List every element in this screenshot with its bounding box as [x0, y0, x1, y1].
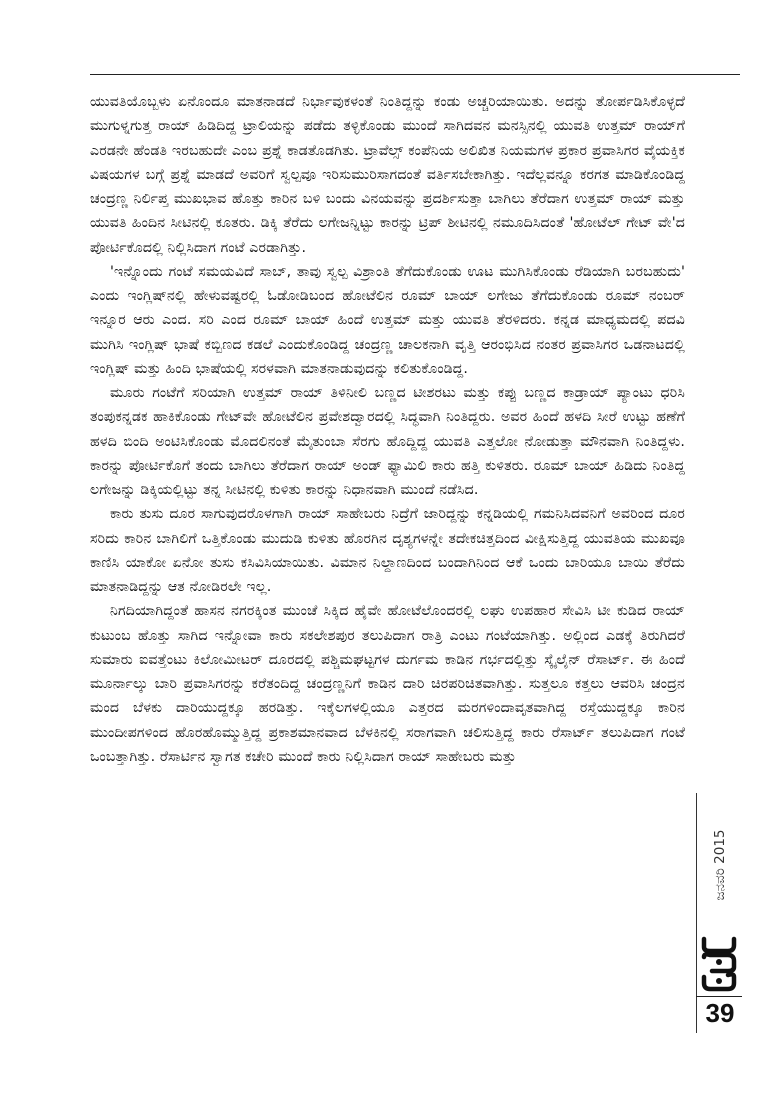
paragraph: 'ಇನ್ನೊಂದು ಗಂಟೆ ಸಮಯವಿದೆ ಸಾಬ್, ತಾವು ಸ್ವಲ್ಪ ವಿಶ್ರಾಂತಿ ತೆಗೆದುಕೊಂಡು ಊಟ ಮುಗಿಸಿಕೊಂಡು ರೆಡಿಯಾಗಿ ಬರಬಹುದು' ಎಂದು ಇಂಗ್ಲಿಷ್‌ನಲ್ಲಿ ಹೇಳುವಷ್ಟರಲ್ಲಿ ಓಡೋಡಿಬಂದ ಹೋಟೆಲಿನ ರೂಮ್ ಬಾಯ್ ಲಗೇಜು ತೆಗೆದುಕೊಂಡು ರೂಮ್ ನಂಬರ್ ಇನ್ನೂರ ಆರು ಎಂದ. ಸರಿ ಎಂದ ರೂಮ್ ಬಾಯ್ ಹಿಂದೆ ಉತ್ತಮ್ ಮತ್ತು ಯುವತಿ ತೆರಳಿದರು. ಕನ್ನಡ ಮಾಧ್ಯಮದಲ್ಲಿ ಪದವಿ ಮುಗಿಸಿ ಇಂಗ್ಲಿಷ್ ಭಾಷೆ ಕಬ್ಬಿಣದ ಕಡಲೆ ಎಂದುಕೊಂಡಿದ್ದ ಚಂದ್ರಣ್ಣ ಚಾಲಕನಾಗಿ ವೃತ್ತಿ ಆರಂಭಿಸಿದ ನಂತರ ಪ್ರವಾಸಿಗರ ಒಡನಾಟದಲ್ಲಿ ಇಂಗ್ಲಿಷ್ ಮತ್ತು ಹಿಂದಿ ಭಾಷೆಯಲ್ಲಿ ಸರಳವಾಗಿ ಮಾತನಾಡುವುದನ್ನು ಕಲಿತುಕೊಂಡಿದ್ದ.	[90, 263, 685, 377]
paragraph: ಯುವತಿಯೊಬ್ಬಳು ಏನೊಂದೂ ಮಾತನಾಡದೆ ನಿರ್ಭಾವುಕಳಂತೆ ನಿಂತಿದ್ದನ್ನು ಕಂಡು ಅಚ್ಚರಿಯಾಯಿತು. ಅದನ್ನು ತೋರ್ಪಡಿಸಿಕೊಳ್ಳದೆ ಮುಗುಳ್ನಗುತ್ತ ರಾಯ್ ಹಿಡಿದಿದ್ದ ಟ್ರಾಲಿಯನ್ನು ಪಡೆದು ತಳ್ಳಿಕೊಂಡು ಮುಂದೆ ಸಾಗಿದವನ ಮನಸ್ಸಿನಲ್ಲಿ ಯುವತಿ ಉತ್ತಮ್ ರಾಯ್‌ಗೆ ಎರಡನೇ ಹೆಂಡತಿ ಇರಬಹುದೇ ಎಂಬ ಪ್ರಶ್ನೆ ಕಾಡತೊಡಗಿತು. ಟ್ರಾವೆಲ್ಸ್ ಕಂಪೆನಿಯ ಅಲಿಖಿತ ನಿಯಮಗಳ ಪ್ರಕಾರ ಪ್ರವಾಸಿಗರ ವೈಯಕ್ತಿಕ ವಿಷಯಗಳ ಬಗ್ಗೆ ಪ್ರಶ್ನೆ ಮಾಡದೆ ಅವರಿಗೆ ಸ್ವಲ್ಪವೂ ಇರಿಸುಮುರಿಸಾಗದಂತೆ ವರ್ತಿಸಬೇಕಾಗಿತ್ತು. ಇದೆಲ್ಲವನ್ನೂ ಕರಗತ ಮಾಡಿಕೊಂಡಿದ್ದ ಚಂದ್ರಣ್ಣ ನಿರ್ಲಿಪ್ತ ಮುಖಭಾವ ಹೊತ್ತು ಕಾರಿನ ಬಳಿ ಬಂದು ವಿನಯವನ್ನು ಪ್ರದರ್ಶಿಸುತ್ತಾ ಬಾಗಿಲು ತೆರೆದಾಗ ಉತ್ತಮ್ ರಾಯ್ ಮತ್ತು ಯುವತಿ ಹಿಂದಿನ ಸೀಟಿನಲ್ಲಿ ಕೂತರು. ಡಿಕ್ಕಿ ತೆರೆದು ಲಗೇಜನ್ನಿಟ್ಟು ಕಾರನ್ನು ಟ್ರಿಪ್ ಶೀಟಿನಲ್ಲಿ ನಮೂದಿಸಿದಂತೆ 'ಹೋಟೆಲ್ ಗೇಟ್ ವೇ'ದ ಪೋರ್ಟಿಕೊದಲ್ಲಿ ನಿಲ್ಲಿಸಿದಾಗ ಗಂಟೆ ಎರಡಾಗಿತ್ತು.	[90, 94, 685, 256]
issue-date: ಜನವರಿ 2015	[712, 829, 728, 901]
page-number-rule	[696, 996, 742, 997]
article-body	[90, 90, 685, 769]
paragraph: ಮೂರು ಗಂಟೆಗೆ ಸರಿಯಾಗಿ ಉತ್ತಮ್ ರಾಯ್ ತಿಳಿನೀಲಿ ಬಣ್ಣದ ಟೀಶರಟು ಮತ್ತು ಕಪ್ಪು ಬಣ್ಣದ ಕಾಡ್ರಾಯ್ ಪ್ಯಾಂಟು ಧರಿಸಿ ತಂಪುಕನ್ನಡಕ ಹಾಕಿಕೊಂಡು ಗೇಟ್‌ವೇ ಹೋಟೆಲಿನ ಪ್ರವೇಶದ್ವಾರದಲ್ಲಿ ಸಿದ್ಧವಾಗಿ ನಿಂತಿದ್ದರು. ಅವರ ಹಿಂದೆ ಹಳದಿ ಸೀರೆ ಉಟ್ಟು ಹಣೆಗೆ ಹಳದಿ ಬಿಂದಿ ಅಂಟಿಸಿಕೊಂಡು ಮೊದಲಿನಂತೆ ಮೈತುಂಬಾ ಸೆರಗು ಹೊದ್ದಿದ್ದ ಯುವತಿ ಎತ್ತಲೋ ನೋಡುತ್ತಾ ಮೌನವಾಗಿ ನಿಂತಿದ್ದಳು. ಕಾರನ್ನು ಪೋರ್ಟಿಕೊಗೆ ತಂದು ಬಾಗಿಲು ತೆರೆದಾಗ ರಾಯ್ ಅಂಡ್ ಫ್ಯಾಮಿಲಿ ಕಾರು ಹತ್ತಿ ಕುಳಿತರು. ರೂಮ್ ಬಾಯ್ ಹಿಡಿದು ನಿಂತಿದ್ದ ಲಗೇಜನ್ನು ಡಿಕ್ಕಿಯಲ್ಲಿಟ್ಟು ತನ್ನ ಸೀಟಿನಲ್ಲಿ ಕುಳಿತು ಕಾರನ್ನು ನಿಧಾನವಾಗಿ ಮುಂದೆ ನಡೆಸಿದ.	[90, 385, 685, 498]
paragraph: ಕಾರು ತುಸು ದೂರ ಸಾಗುವುದರೊಳಗಾಗಿ ರಾಯ್ ಸಾಹೇಬರು ನಿದ್ರೆಗೆ ಜಾರಿದ್ದನ್ನು ಕನ್ನಡಿಯಲ್ಲಿ ಗಮನಿಸಿದವನಿಗೆ ಅವರಿಂದ ದೂರ ಸರಿದು ಕಾರಿನ ಬಾಗಿಲಿಗೆ ಒತ್ತಿಕೊಂಡು ಮುದುಡಿ ಕುಳಿತು ಹೊರಗಿನ ದೃಶ್ಯಗಳನ್ನೇ ತದೇಕಚಿತ್ತದಿಂದ ವೀಕ್ಷಿಸುತ್ತಿದ್ದ ಯುವತಿಯ ಮುಖವೂ ಕಾಣಿಸಿ ಯಾಕೋ ಏನೋ ತುಸು ಕಸಿವಿಸಿಯಾಯಿತು. ವಿಮಾನ ನಿಲ್ದಾಣದಿಂದ ಬಂದಾಗಿನಿಂದ ಆಕೆ ಒಂದು ಬಾರಿಯೂ ಬಾಯಿ ತೆರೆದು ಮಾತನಾಡಿದ್ದನ್ನು ಆತ ನೋಡಿರಲೇ ಇಲ್ಲ.	[90, 506, 685, 595]
page-number: 39	[705, 998, 735, 1028]
top-rule	[90, 74, 740, 75]
magazine-logo	[698, 933, 740, 997]
sidebar-divider	[696, 793, 697, 1033]
paragraph: ನಿಗದಿಯಾಗಿದ್ದಂತೆ ಹಾಸನ ನಗರಕ್ಕಿಂತ ಮುಂಚೆ ಸಿಕ್ಕಿದ ಹೈವೇ ಹೋಟೆಲೊಂದರಲ್ಲಿ ಲಘು ಉಪಹಾರ ಸೇವಿಸಿ ಟೀ ಕುಡಿದ ರಾಯ್ ಕುಟುಂಬ ಹೊತ್ತು ಸಾಗಿದ ಇನ್ನೋವಾ ಕಾರು ಸಕಲೇಶಪುರ ತಲುಪಿದಾಗ ರಾತ್ರಿ ಎಂಟು ಗಂಟೆಯಾಗಿತ್ತು. ಅಲ್ಲಿಂದ ಎಡಕ್ಕೆ ತಿರುಗಿದರೆ ಸುಮಾರು ಐವತ್ತೆಂಟು ಕಿಲೋಮೀಟರ್ ದೂರದಲ್ಲಿ ಪಶ್ಚಿಮಘಟ್ಟಗಳ ದುರ್ಗಮ ಕಾಡಿನ ಗರ್ಭದಲ್ಲಿತ್ತು ಸ್ಕೈಲೈನ್ ರೆಸಾರ್ಟ್. ಈ ಹಿಂದೆ ಮೂರ್ನಾಲ್ಕು ಬಾರಿ ಪ್ರವಾಸಿಗರನ್ನು ಕರೆತಂದಿದ್ದ ಚಂದ್ರಣ್ಣನಿಗೆ ಕಾಡಿನ ದಾರಿ ಚಿರಪರಿಚಿತವಾಗಿತ್ತು. ಸುತ್ತಲೂ ಕತ್ತಲು ಆವರಿಸಿ ಚಂದ್ರನ ಮಂದ ಬೆಳಕು ದಾರಿಯುದ್ದಕ್ಕೂ ಹರಡಿತ್ತು. ಇಕ್ಕೆಲಗಳಲ್ಲಿಯೂ ಎತ್ತರದ ಮರಗಳಿಂದಾವೃತವಾಗಿದ್ದ ರಸ್ತೆಯುದ್ದಕ್ಕೂ ಕಾರಿನ ಮುಂದೀಪಗಳಿಂದ ಹೊರಹೊಮ್ಮುತ್ತಿದ್ದ ಪ್ರಕಾಶಮಾನವಾದ ಬೆಳಕಿನಲ್ಲಿ ಸರಾಗವಾಗಿ ಚಲಿಸುತ್ತಿದ್ದ ಕಾರು ರೆಸಾರ್ಟ್ ತಲುಪಿದಾಗ ಗಂಟೆ ಒಂಬತ್ತಾಗಿತ್ತು. ರೆಸಾರ್ಟಿನ ಸ್ವಾಗತ ಕಚೇರಿ ಮುಂದೆ ಕಾರು ನಿಲ್ಲಿಸಿದಾಗ ರಾಯ್ ಸಾಹೇಬರು ಮತ್ತು	[90, 603, 685, 765]
